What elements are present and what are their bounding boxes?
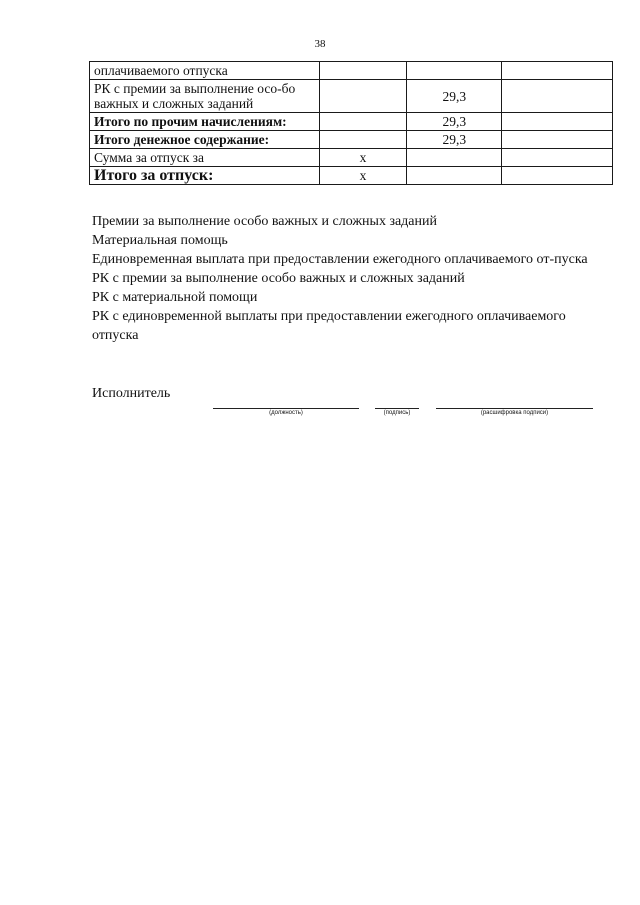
value-cell (407, 62, 502, 80)
table-row (90, 113, 613, 131)
value-cell (407, 167, 502, 185)
value-cell (319, 62, 407, 80)
scan-mark-top (568, 0, 570, 9)
value-cell: х (319, 149, 407, 167)
value-cell (407, 149, 502, 167)
value-cell (502, 113, 613, 131)
notes-list (92, 212, 612, 345)
value-cell (319, 131, 407, 149)
row-label-cell: Сумма за отпуск за (90, 149, 320, 167)
row-label-cell: Итого по прочим начислениям: (90, 113, 320, 131)
table-row (90, 167, 613, 185)
executor-label: Исполнитель (92, 386, 171, 401)
value-cell (319, 80, 407, 113)
table-row (90, 80, 613, 113)
value-cell (502, 149, 613, 167)
page-number: 38 (314, 38, 326, 50)
value-cell (502, 131, 613, 149)
value-cell (502, 167, 613, 185)
row-label-cell: Итого за отпуск: (90, 167, 320, 185)
note-item: Материальная помощь (92, 233, 228, 248)
note-item: РК с премии за выполнение особо важных и сложных заданий (92, 271, 465, 286)
row-label-cell: РК с премии за выполнение осо-бо важных и сложных заданий (90, 80, 320, 113)
value-cell: 29,3 (407, 113, 502, 131)
row-label-cell: оплачиваемого отпуска (90, 62, 320, 80)
signature-line (375, 408, 419, 409)
table-row (90, 62, 613, 80)
value-cell (502, 80, 613, 113)
table-row (90, 131, 613, 149)
position-caption: (должность) (269, 410, 303, 416)
note-item: Единовременная выплата при предоставлении ежегодного оплачиваемого от-пуска (92, 252, 588, 267)
row-label-cell: Итого денежное содержание: (90, 131, 320, 149)
payment-table-body (90, 62, 613, 185)
note-item: Премии за выполнение особо важных и сложных заданий (92, 214, 437, 229)
decode-line (436, 408, 593, 409)
signature-caption: (подпись) (383, 410, 411, 416)
value-cell (502, 62, 613, 80)
payment-table (89, 61, 613, 185)
value-cell: 29,3 (407, 80, 502, 113)
decode-caption: (расшифровка подписи) (480, 410, 549, 416)
value-cell: х (319, 167, 407, 185)
note-item: РК с единовременной выплаты при предоставлении ежегодного оплачиваемого отпуска (92, 309, 566, 343)
value-cell (319, 113, 407, 131)
position-line (213, 408, 359, 409)
table-row (90, 149, 613, 167)
value-cell: 29,3 (407, 131, 502, 149)
note-item: РК с материальной помощи (92, 290, 258, 305)
